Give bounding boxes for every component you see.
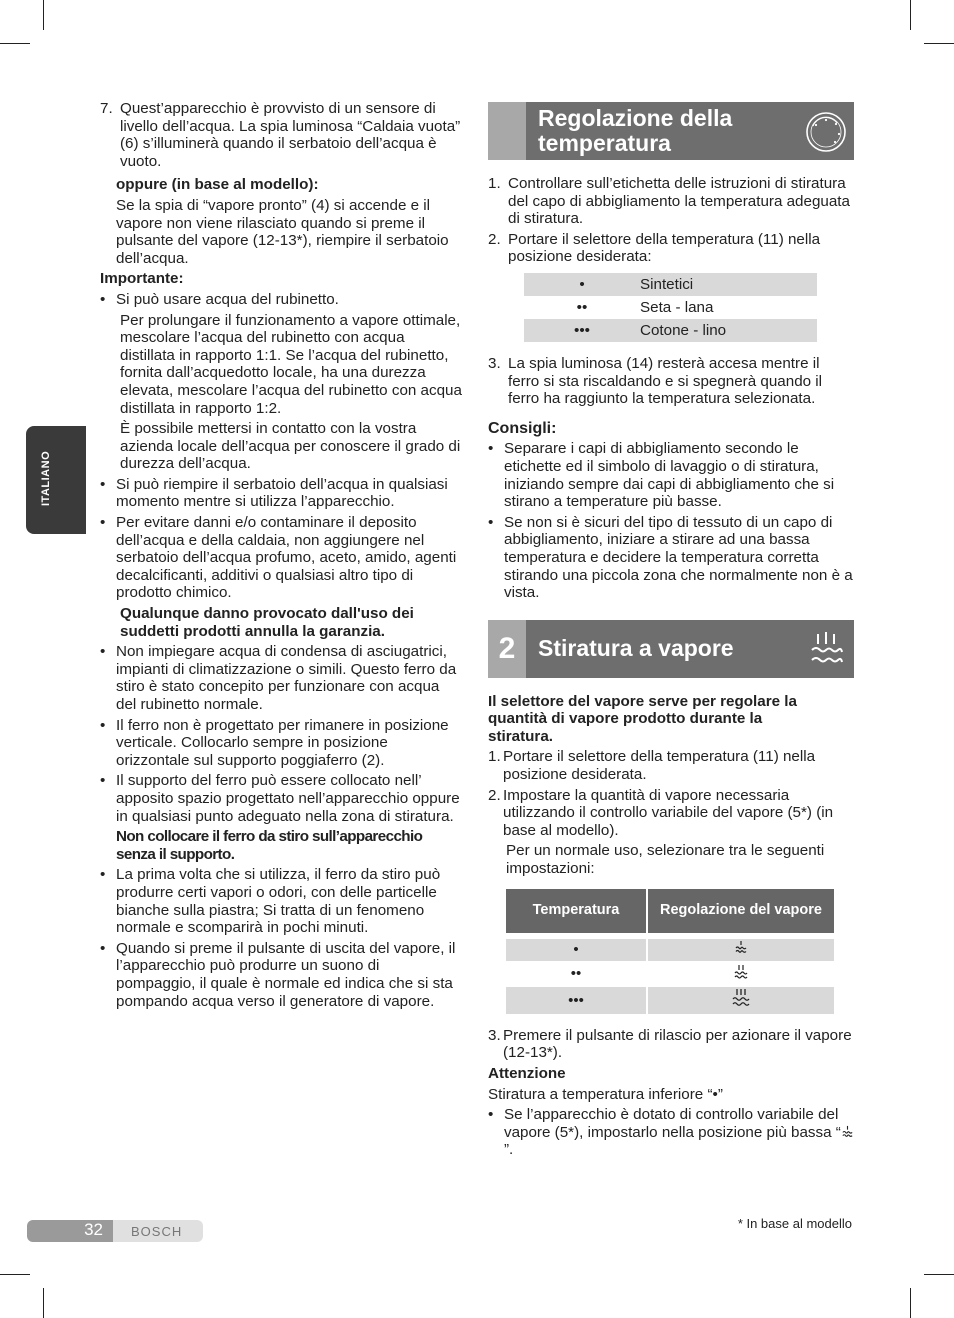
list-item: 2. Impostare la quantità di vapore necessaria utilizzando il controllo variabile del vapore (5*) (in base al modello). (488, 786, 834, 839)
steam-low-icon (841, 1125, 854, 1138)
crop-mark (910, 1288, 911, 1318)
subheading: oppure (in base al modello): (116, 176, 319, 194)
left-column (100, 100, 462, 1010)
list-item: 3. Premere il pulsante di rilascio per azionare il vapore (12-13*). (488, 1026, 852, 1062)
crop-mark (43, 1288, 44, 1318)
section-intro: Il selettore del vapore serve per regolare la quantità di vapore prodotto durante la stiratura. (488, 692, 797, 745)
right-column (488, 100, 854, 1159)
list-item: • Il supporto del ferro può essere collocato nell’ apposito spazio progettato nell’apparecchio oppure in qualsiasi punto adeguato nella zona di stiratura. (100, 772, 462, 825)
section-number: 2 (488, 620, 526, 678)
list-item: • Non impiegare acqua di condensa di asciugatrici, impianti di climatizzazione o simili. Questo ferro da stiro è stato concepito per funzionare con acqua del rubinetto normale. (100, 643, 462, 713)
list-item: 1. Controllare sull’etichetta delle istruzioni di stiratura del capo di abbigliamento la temperatura adeguata di stiratura. (488, 175, 850, 228)
crop-mark (0, 1274, 30, 1275)
steam-icon (804, 628, 848, 672)
section-title: Regolazione della temperatura (538, 105, 733, 156)
crop-mark (924, 43, 954, 44)
table-row: •• (506, 963, 834, 986)
section-marker (488, 102, 526, 160)
list-item: 1. Portare il selettore della temperatura (11) nella posizione desiderata. (488, 748, 816, 784)
list-item: • Se l’apparecchio è dotato di controllo variabile del vapore (5*), impostarlo nella posizione più bassa “”. (488, 1106, 854, 1159)
subheading: Importante: (100, 270, 184, 288)
paragraph: Per un normale uso, selezionare tra le seguenti impostazioni: (506, 842, 825, 878)
language-tab (26, 426, 86, 534)
list-item: • Si può riempire il serbatoio dell’acqua in qualsiasi momento mentre si utilizza l’apparecchio. (100, 476, 462, 511)
crop-mark (0, 43, 30, 44)
crop-mark (43, 0, 44, 30)
crop-mark (924, 1274, 954, 1275)
crop-mark (910, 0, 911, 30)
paragraph: Stiratura a temperatura inferiore “•” (488, 1085, 723, 1103)
section-title: Stiratura a vapore (538, 634, 734, 661)
list-item: 7. Quest’apparecchio è provvisto di un sensore di livello dell’acqua. La spia luminosa “Caldaia vuota” (6) s’illuminerà quando il serbatoio dell’acqua è vuoto. (100, 100, 461, 170)
list-item: • La prima volta che si utilizza, il ferro da stiro può produrre certi vapori o odori, con delle particelle bianche sulla piastra; Si tratta di un fenomeno normale e scomparirà in pochi minuti. (100, 866, 462, 936)
table-row: • (506, 939, 834, 961)
page-number-box (27, 1220, 113, 1242)
subheading: Consigli: (488, 419, 557, 437)
brand-name: BOSCH (131, 1224, 183, 1239)
subheading: Attenzione (488, 1065, 566, 1082)
steam-low-icon (734, 940, 748, 954)
section-header-temperature (488, 102, 854, 160)
list-item: 2. Portare il selettore della temperatura (11) nella posizione desiderata: (488, 230, 821, 266)
list-item: • Se non si è sicuri del tipo di tessuto di un capo di abbigliamento, iniziare a stirare ad una bassa temperatura e decidere la temperatura corretta stirando una piccola zona che normalmente non è a vista. (488, 514, 854, 602)
language-label: ITALIANO (40, 450, 52, 506)
temperature-dial-icon (804, 110, 848, 154)
table-row: •• Seta - lana (576, 298, 714, 316)
steam-table (504, 887, 836, 1016)
warning-text: Non collocare il ferro da stiro sull’apparecchio senza il supporto. (116, 828, 423, 863)
list-item: • Il ferro non è progettato per rimanere in posizione verticale. Collocarlo sempre in posizione orizzontale sul supporto poggiaferro (2). (100, 717, 462, 770)
page-number: 32 (84, 1220, 103, 1239)
paragraph: È possibile mettersi in contatto con la vostra azienda locale dell’acqua per conoscere il grado di durezza dell’acqua. (120, 420, 461, 473)
paragraph: Per prolungare il funzionamento a vapore ottimale, mescolare l’acqua del rubinetto con acqua distillata in rapporto 1:1. Se l’acqua del rubinetto, fornita dall’acquedotto locale, ha una durezza elevata, mescolare l’acqua del rubinetto con acqua distillata in rapporto 1:2. (120, 311, 462, 417)
table-row: ••• Cotone - lino (524, 319, 817, 342)
paragraph: Se la spia di “vapore pronto” (4) si accende e il vapore non viene rilasciato quando si preme il pulsante del vapore (12-13*), riempire il serbatoio dell’acqua. (116, 196, 449, 267)
brand-box (113, 1220, 203, 1242)
steam-medium-icon (733, 964, 749, 980)
table-row: • Sintetici (524, 273, 817, 296)
list-item: • Per evitare danni e/o contaminare il deposito dell’acqua e della caldaia, non aggiungere nel serbatoio dell’acqua profumo, aceto, amido, agenti decalcificanti, additivi o qualsiasi altro tipo di prodotto chimico. (100, 514, 462, 602)
list-item: 3. La spia luminosa (14) resterà accesa mentre il ferro si sta riscaldando e si spegnerà quando il ferro ha raggiunto la temperatura selezionata. (488, 354, 823, 408)
footnote: * In base al modello (737, 1216, 852, 1231)
list-item: • Si può usare acqua del rubinetto. (100, 291, 462, 309)
warning-text: Qualunque danno provocato dall'uso dei suddetti prodotti annulla la garanzia. (120, 605, 414, 640)
table-row: ••• (506, 987, 834, 1014)
table-header-row: Temperatura Regolazione del vapore (506, 889, 834, 933)
temperature-table (524, 273, 817, 342)
list-item: • Quando si preme il pulsante di uscita del vapore, il l’apparecchio può produrre un suono di pompaggio, il quale è normale ed indica che si sta pompando acqua verso il generatore di vapore. (100, 940, 462, 1010)
list-item: • Separare i capi di abbigliamento secondo le etichette ed il simbolo di lavaggio o di stiratura, iniziando sempre dai capi di abbigliamento che si stirano a temperature più basse. (488, 440, 854, 510)
section-header-steam (488, 620, 854, 678)
steam-high-icon (731, 988, 751, 1008)
